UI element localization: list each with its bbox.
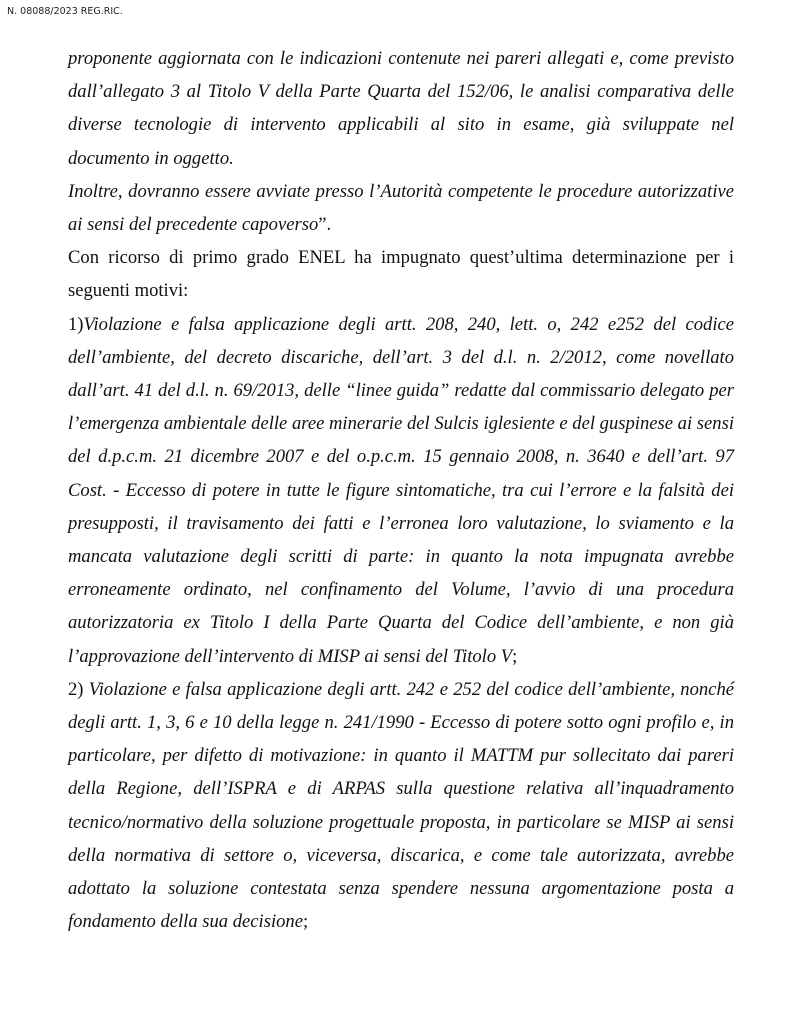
- paragraph-inoltre: Inoltre, dovranno essere avviate presso l’Autorità competente le procedure autorizzative ai sensi del precedente capoverso”.: [68, 180, 734, 236]
- motivo-1: 1)Violazione e falsa applicazione degli artt. 208, 240, lett. o, 242 e252 del codice dell’ambiente, del decreto discariche, dell’art. 3 del d.l. n. 2/2012, come novellato dall’art. 41 del d.l. n. 69/2013, delle “linee guida” redatte dal commissario delegato per l’emergenza ambientale delle aree minerarie del Sulcis iglesiente e del guspinese ai sensi del d.p.c.m. 21 dicembre 2007 e del o.p.c.m. 15 gennaio 2008, n. 3640 e dell’art. 97 Cost. - Eccesso di potere in tutte le figure sintomatiche, tra cui l’errore e la falsità dei presupposti, il travisamento dei fatti e l’erronea loro valutazione, lo sviamento e la mancata valutazione degli scritti di parte: in quanto la nota impugnata avrebbe erroneamente ordinato, nel confinamento del Volume, l’avvio di una procedura autorizzatoria ex Titolo I della Parte Quarta del Codice dell’ambiente, e non già l’approvazione dell’intervento di MISP ai sensi del Titolo V;: [68, 313, 734, 667]
- registration-number: N. 08088/2023 REG.RIC.: [7, 6, 123, 17]
- document-body: [68, 42, 734, 938]
- paragraph-ricorso: Con ricorso di primo grado ENEL ha impugnato quest’ultima determinazione per i seguenti motivi:: [68, 247, 734, 302]
- paragraph-continuation: proponente aggiornata con le indicazioni contenute nei pareri allegati e, come previsto dall’allegato 3 al Titolo V della Parte Quarta del 152/06, le analisi comparativa delle diverse tecnologie di intervento applicabili al sito in esame, già sviluppate nel documento in oggetto.: [68, 48, 734, 169]
- motivo-2: 2) Violazione e falsa applicazione degli artt. 242 e 252 del codice dell’ambiente, nonché degli artt. 1, 3, 6 e 10 della legge n. 241/1990 - Eccesso di potere sotto ogni profilo e, in particolare, per difetto di motivazione: in quanto il MATTM pur sollecitato dai pareri della Regione, dell’ISPRA e di ARPAS sulla questione relativa all’inquadramento tecnico/normativo della soluzione progettuale proposta, in particolare se MISP ai sensi della normativa di settore o, viceversa, discarica, e come tale autorizzata, avrebbe adottato la soluzione contestata senza spendere nessuna argomentazione posta a fondamento della sua decisione;: [68, 678, 734, 933]
